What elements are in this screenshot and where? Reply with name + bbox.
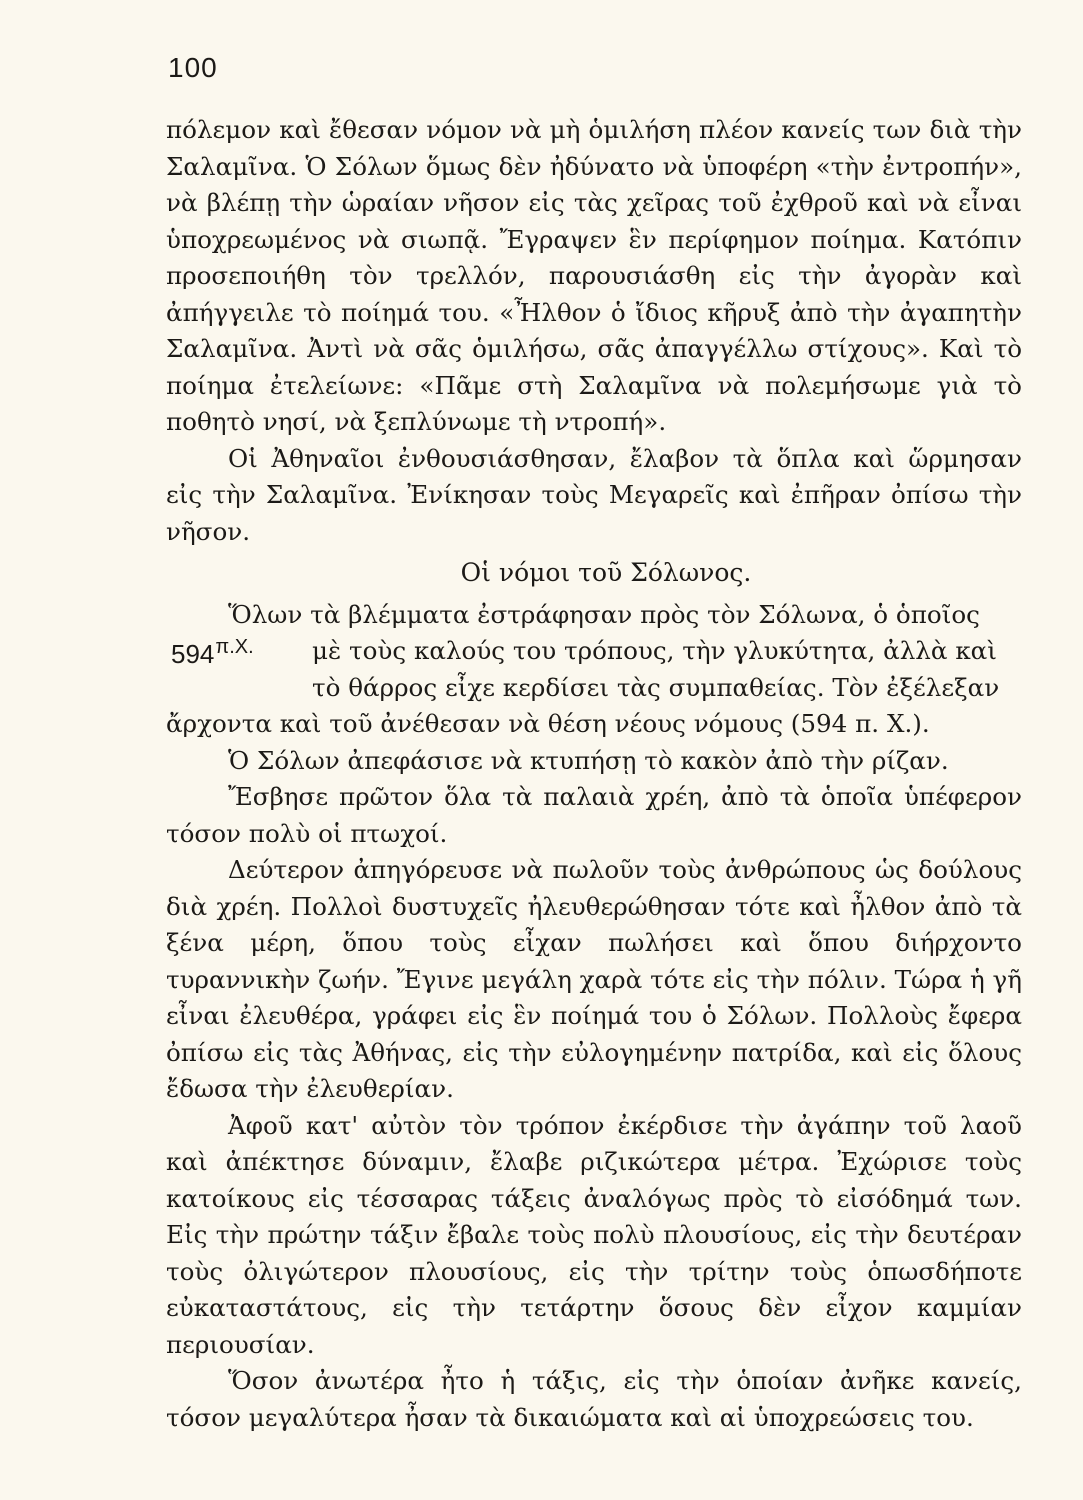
section-heading: Οἱ νόμοι τοῦ Σόλωνος. [460,558,752,587]
paragraph-debts-cancelled: Ἔσβησε πρῶτον ὅλα τὰ παλαιὰ χρέη, ἀπὸ τὰ ὁποῖα ὑπέφερον τόσον πολὺ οἱ πτωχοί. [166,782,1022,848]
solon-elected-block [166,597,1022,743]
page-text [166,112,1022,1436]
paragraph-solon-elected-line4: ἄρχοντα καὶ τοῦ ἀνέθεσαν νὰ θέση νέους νόμους (594 π. Χ.). [166,709,930,738]
paragraph-athenians-victory: Οἱ Ἀθηναῖοι ἐνθουσιάσθησαν, ἔλαβον τὰ ὅπλα καὶ ὥρμησαν εἰς τὴν Σαλαμῖνα. Ἐνίκησαν τοὺς Μεγαρεῖς καὶ ἐπῆραν ὀπίσω τὴν νῆσον. [166,443,1022,546]
paragraph-salamis-poem: πόλεμον καὶ ἔθεσαν νόμον νὰ μὴ ὁμιλήση πλέον κανείς των διὰ τὴν Σαλαμῖνα. Ὁ Σόλων ὅμως δὲν ἠδύνατο νὰ ὑποφέρη «τὴν ἐντροπήν», νὰ βλέπῃ τὴν ὡραίαν νῆσον εἰς τὰς χεῖρας τοῦ ἐχθροῦ καὶ νὰ εἶναι ὑποχρεωμένος νὰ σιωπᾷ. Ἔγραψεν ἓν περίφημον ποίημα. Κατόπιν προσεποιήθη τὸν τρελλόν, παρουσιάσθη εἰς τὴν ἀγορὰν καὶ ἀπήγγειλε τὸ ποίημά του. «Ἦλθον ὁ ἴδιος κῆρυξ ἀπὸ τὴν ἀγαπητὴν Σαλαμῖνα. Ἀντὶ νὰ σᾶς ὁμιλήσω, σᾶς ἀπαγγέλλω στίχους». Καὶ τὸ ποίημα ἐτελείωνε: «Πᾶμε στὴ Σαλαμῖνα νὰ πολεμήσωμε γιὰ τὸ ποθητὸ νησί, νὰ ξεπλύνωμε τὴ ντροπή». [166,115,1022,436]
paragraph-four-classes: Ἀφοῦ κατ' αὐτὸν τὸν τρόπον ἐκέρδισε τὴν ἀγάπην τοῦ λαοῦ καὶ ἀπέκτησε δύναμιν, ἔλαβε ριζικώτερα μέτρα. Ἐχώρισε τοὺς κατοίκους εἰς τέσσαρας τάξεις ἀναλόγως πρὸς τὸ εἰσόδημά των. Εἰς τὴν πρώτην τάξιν ἔβαλε τοὺς πολὺ πλουσίους, εἰς τὴν δευτέραν τοὺς ὀλιγώτερον πλουσίους, εἰς τὴν τρίτην τοὺς ὁπωσδήποτε εὐκαταστάτους, εἰς τὴν τετάρτην ὅσους δὲν εἶχον καμμίαν περιουσίαν. [166,1110,1022,1359]
paragraph-solon-elected [166,597,1022,743]
margin-date-note [171,635,254,671]
paragraph-slavery-banned: Δεύτερον ἀπηγόρευσε νὰ πωλοῦν τοὺς ἀνθρώπους ὡς δούλους διὰ χρέη. Πολλοὶ δυστυχεῖς ἠλευθερώθησαν τότε καὶ ἦλθον ἀπὸ τὰ ξένα μέρη, ὅπου τοὺς εἶχαν πωλήσει καὶ ὅπου διήρχοντο τυραννικὴν ζωήν. Ἔγινε μεγάλη χαρὰ τότε εἰς τὴν πόλιν. Τώρα ἡ γῆ εἶναι ἐλευθέρα, γράφει εἰς ἓν ποίημά του ὁ Σόλων. Πολλοὺς ἔφερα ὀπίσω εἰς τὰς Ἀθήνας, εἰς τὴν εὐλογημένην πατρίδα, καὶ εἰς ὅλους ἔδωσα τὴν ἐλευθερίαν. [166,855,1022,1103]
margin-date-year: 594 [171,638,215,669]
page-number: 100 [168,52,218,83]
paragraph-rights-duties: Ὅσον ἀνωτέρα ἦτο ἡ τάξις, εἰς τὴν ὁποίαν ἀνῆκε κανείς, τόσον μεγαλύτερα ἦσαν τὰ δικαιώματα καὶ αἱ ὑποχρεώσεις του. [166,1366,1022,1432]
margin-date-unit: π.Χ. [215,635,254,658]
paragraph-solon-elected-line2: μὲ τοὺς καλούς του τρόπους, τὴν γλυκύτητα, ἀλλὰ καὶ [312,636,997,665]
paragraph-root-of-evil: Ὁ Σόλων ἀπεφάσισε νὰ κτυπήσῃ τὸ κακὸν ἀπὸ τὴν ρίζαν. [228,745,949,775]
paragraph-solon-elected-line3: τὸ θάρρος εἶχε κερδίσει τὰς συμπαθείας. Τὸν ἐξέλεξαν [312,672,1000,702]
paragraph-solon-elected-line1: Ὅλων τὰ βλέμματα ἐστράφησαν πρὸς τὸν Σόλωνα, ὁ ὁποῖος [228,599,980,629]
